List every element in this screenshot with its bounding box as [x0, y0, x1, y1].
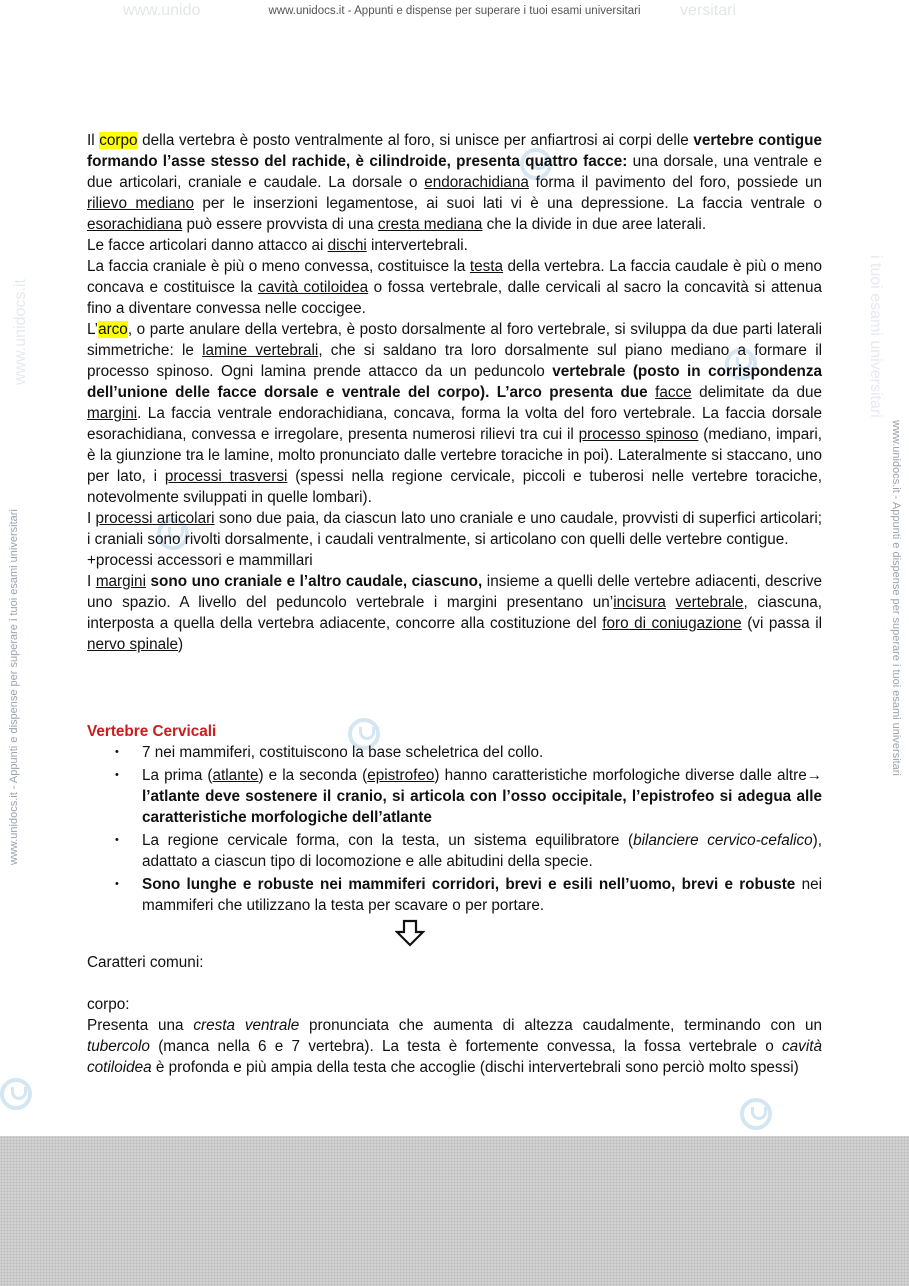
watermark-ghost-right: versitari — [680, 2, 737, 19]
bullet-list — [87, 742, 822, 916]
section-heading: Vertebre Cervicali — [87, 723, 217, 740]
list-item: • La regione cervicale forma, con la testa, un sistema equilibratore (bilanciere cervico-cefalico), adattato a ciascun tipo di locomozione e alle abitudini della specie. — [142, 830, 822, 872]
list-item: • 7 nei mammiferi, costituiscono la base scheletrica del collo. — [142, 742, 822, 763]
watermark-ghost-left: www.unido — [123, 2, 201, 19]
list-item: • La prima (atlante) e la seconda (epistrofeo) hanno caratteristiche morfologiche diverse dalle altre→ l’atlante deve sostenere il cranio, si articola con l’osso occipitale, l’epistrofeo si adegua alle caratteristiche morfologiche dell’atlante — [142, 765, 822, 828]
paragraph-processi-articolari: I processi articolari sono due paia, da ciascun lato uno craniale e uno caudale, provvisti di superfici articolari; i craniali sono rivolti dorsalmente, i caudali ventralmente, si articolano con quelli delle vertebre contigue. — [87, 510, 823, 548]
side-watermark-right: www.unidocs.it - Appunti e dispense per superare i tuoi esami universitari — [890, 420, 902, 776]
side-ghost-right: i tuoi esami universitari — [867, 255, 884, 418]
paragraph-processi-accessori: +processi accessori e mammillari — [87, 552, 313, 569]
paragraph-corpo: Il corpo della vertebra è posto ventralmente al foro, si unisce per anfiartrosi ai corpi delle vertebre contigue formando l’asse stesso del rachide, è cilindroide, presenta quattro facce: una dorsale, una ventrale e due articolari, craniale e caudale. La dorsale o endorachidiana forma il pavimento del foro, possiede un rilievo mediano per le inserzioni legamentose, ai suoi lati vi è una depressione. La faccia ventrale o esorachidiana può essere provvista di una cresta mediana che la divide in due aree laterali. — [87, 132, 822, 233]
highlight-arco: arco — [98, 321, 128, 338]
caratteri-comuni-label: Caratteri comuni: — [87, 954, 204, 971]
side-ghost-left: www.unidocs.it — [12, 279, 29, 385]
paragraph-facce-articolari: Le facce articolari danno attacco ai dischi intervertebrali. — [87, 237, 468, 254]
down-arrow — [87, 918, 822, 952]
paragraph-arco: L’arco, o parte anulare della vertebra, è posto dorsalmente al foro vertebrale, si sviluppa da due parti laterali simmetriche: le lamine vertebrali, che si saldano tra loro dorsalmente sul piano mediano a formare il processo spinoso. Ogni lamina prende attacco da un peduncolo vertebrale (posto in corrispondenza dell’unione delle facce dorsale e ventrale del corpo). L’arco presenta due facce delimitate da due margini. La faccia ventrale endorachidiana, concava, forma la volta del foro vertebrale. La faccia dorsale esorachidiana, convessa e irregolare, presenta numerosi rilievi tra cui il processo spinoso (mediano, impari, è la giunzione tra le lamine, molto pronunciato dalle vertebre toraciche in poi). Lateralmente si staccano, uno per lato, i processi trasversi (spessi nella regione cervicale, piccoli e tuberosi nelle vertebre toraciche, notevolmente sviluppati in quelle lombari). — [87, 321, 823, 506]
page-cover-overlay — [0, 1136, 909, 1286]
down-arrow-icon — [395, 918, 425, 948]
document-body — [87, 130, 822, 1078]
corpo-label: corpo: — [87, 996, 130, 1013]
list-item: • Sono lunghe e robuste nei mammiferi corridori, brevi e esili nell’uomo, brevi e robuste nei mammiferi che utilizzano la testa per scavare o per portare. — [142, 874, 822, 916]
watermark-logo-icon — [740, 1098, 772, 1130]
watermark-text: www.unidocs.it - Appunti e dispense per superare i tuoi esami universitari — [268, 5, 641, 17]
right-arrow-icon: → — [806, 767, 823, 784]
paragraph-margini: I margini sono uno craniale e l’altro caudale, ciascuno, insieme a quelli delle vertebre adiacenti, descrive uno spazio. A livello del peduncolo vertebrale i margini presentano un’incisura vertebrale, ciascuna, interposta a quella della vertebra adiacente, concorre alla costituzione del foro di coniugazione (vi passa il nervo spinale) — [87, 573, 823, 653]
watermark-logo-icon — [0, 1078, 32, 1110]
highlight-corpo: corpo — [99, 132, 138, 149]
paragraph-corpo-cervicali: Presenta una cresta ventrale pronunciata che aumenta di altezza caudalmente, terminando con un tubercolo (manca nella 6 e 7 vertebra). La testa è fortemente convessa, la fossa vertebrale o cavità cotiloidea è profonda e più ampia della testa che accoglie (dischi intervertebrali sono perciò molto spessi) — [87, 1017, 823, 1076]
watermark-header — [0, 2, 909, 19]
side-watermark-left: www.unidocs.it - Appunti e dispense per superare i tuoi esami universitari — [8, 509, 20, 865]
paragraph-faccia-craniale: La faccia craniale è più o meno convessa, costituisce la testa della vertebra. La faccia caudale è più o meno concava e costituisce la cavità cotiloidea o fossa vertebrale, dalle cervicali al sacro la concavità si attenua fino a diventare convessa nelle coccigee. — [87, 258, 823, 317]
